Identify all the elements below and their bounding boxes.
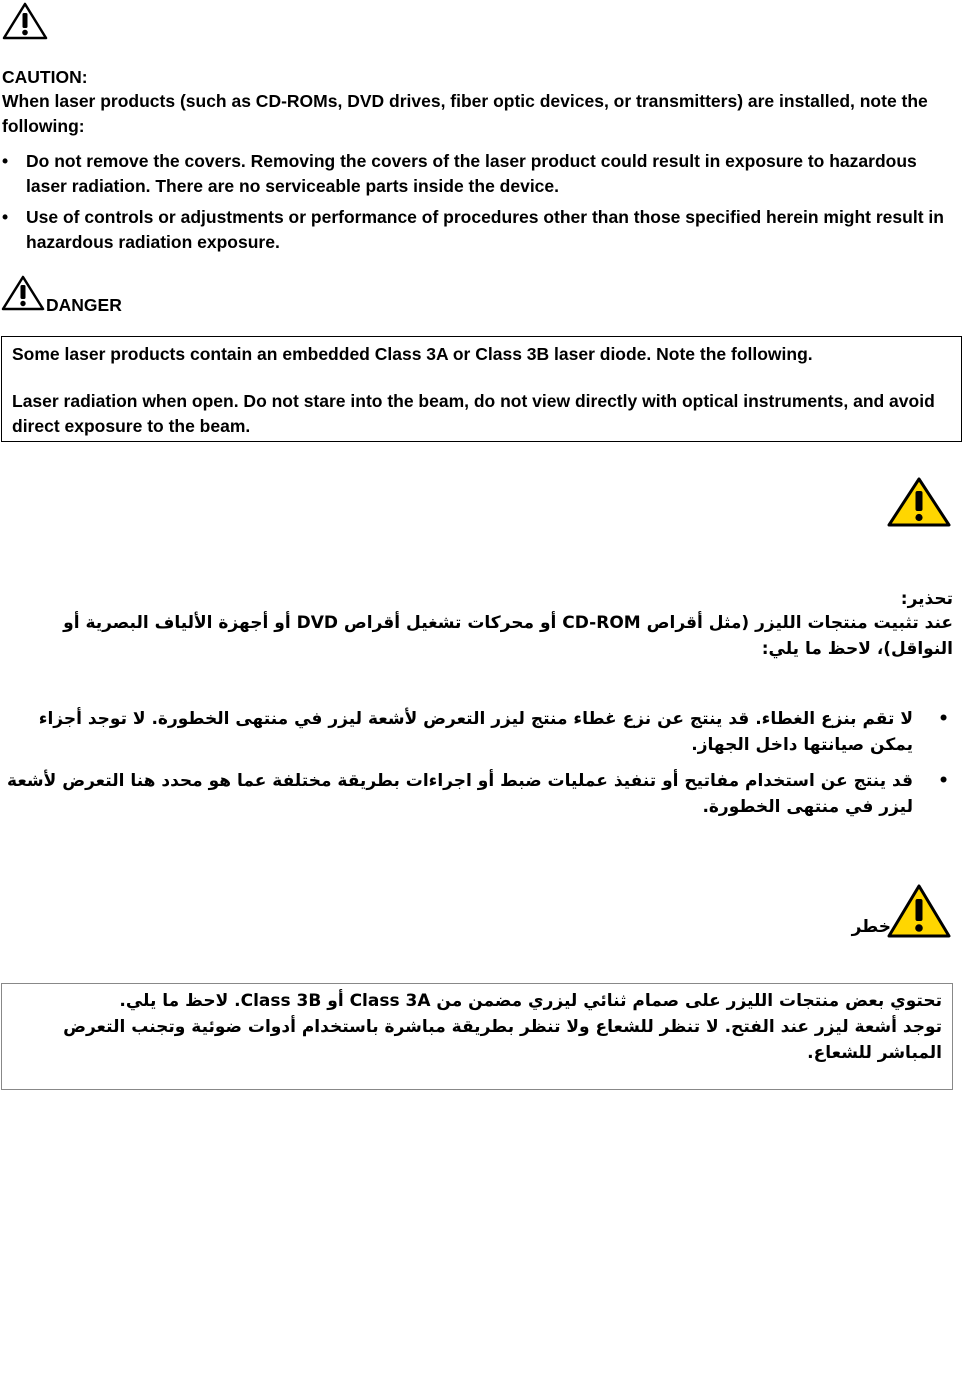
caution-bullet-text: Do not remove the covers. Removing the covers of the laser product could result in exposure to hazardous laser radiation. There are no serviceable parts inside the device.	[26, 151, 917, 196]
ar-caution-label: تحذير:	[900, 589, 953, 609]
list-item	[3, 768, 953, 820]
ar-caution-bullet-text: قد ينتج عن استخدام مفاتيح أو تنفيذ عمليات ضبط أو اجراءات بطريقة مختلفة عما هو محدد هنا التعرض لأشعة ليزر في منتهى الخطورة.	[7, 771, 913, 817]
warning-triangle-icon	[2, 2, 48, 40]
bullet: •	[938, 771, 949, 791]
warning-triangle-icon	[886, 883, 952, 939]
caution-intro: When laser products (such as CD-ROMs, DVD drives, fiber optic devices, or transmitters) are installed, note the following:	[2, 91, 928, 136]
bullet: •	[938, 709, 949, 729]
warning-triangle-icon	[1, 275, 45, 311]
bullet: •	[2, 151, 9, 171]
ar-danger-label: خطر	[851, 917, 891, 937]
caution-bullet-text: Use of controls or adjustments or performance of procedures other than those specified herein might result in hazardous radiation exposure.	[26, 207, 944, 252]
danger-box	[1, 336, 962, 442]
danger-warning-text: Laser radiation when open. Do not stare into the beam, do not view directly with optical instruments, and avoid direct exposure to the beam.	[12, 391, 935, 436]
ar-caution-list	[3, 768, 953, 820]
ar-caution-bullet-text: لا تقم بنزع الغطاء. قد ينتج عن نزع غطاء منتج ليزر التعرض لأشعة ليزر في منتهى الخطورة. لا توجد أجزاء يمكن صيانتها داخل الجهاز.	[38, 709, 913, 755]
danger-note: Some laser products contain an embedded Class 3A or Class 3B laser diode. Note the following.	[12, 344, 813, 364]
warning-triangle-icon	[886, 476, 952, 528]
ar-danger-note: تحتوي بعض منتجات الليزر على صمام ثنائي ليزري مضمن من Class 3A أو Class 3B. لاحظ ما يلي.	[119, 991, 942, 1011]
list-item	[3, 706, 953, 758]
ar-danger-warning-text: توجد أشعة ليزر عند الفتح. لا تنظر للشعاع ولا تنظر بطريقة مباشرة باستخدام أدوات ضوئية وتجنب التعرض المباشر للشعاع.	[63, 1017, 942, 1063]
danger-label: DANGER	[46, 295, 122, 315]
list-item	[0, 149, 950, 199]
caution-list	[0, 205, 950, 255]
caution-label: CAUTION:	[2, 67, 88, 87]
bullet: •	[2, 207, 9, 227]
ar-caution-list	[3, 706, 953, 758]
list-item	[0, 205, 950, 255]
caution-list	[0, 149, 950, 199]
ar-danger-box	[1, 983, 953, 1090]
ar-caution-intro: عند تثبيت منتجات الليزر (مثل أقراص CD-ROM أو محركات تشغيل أقراص DVD أو أجهزة الألياف البصرية أو النواقل)، لاحظ ما يلي:	[63, 613, 953, 659]
